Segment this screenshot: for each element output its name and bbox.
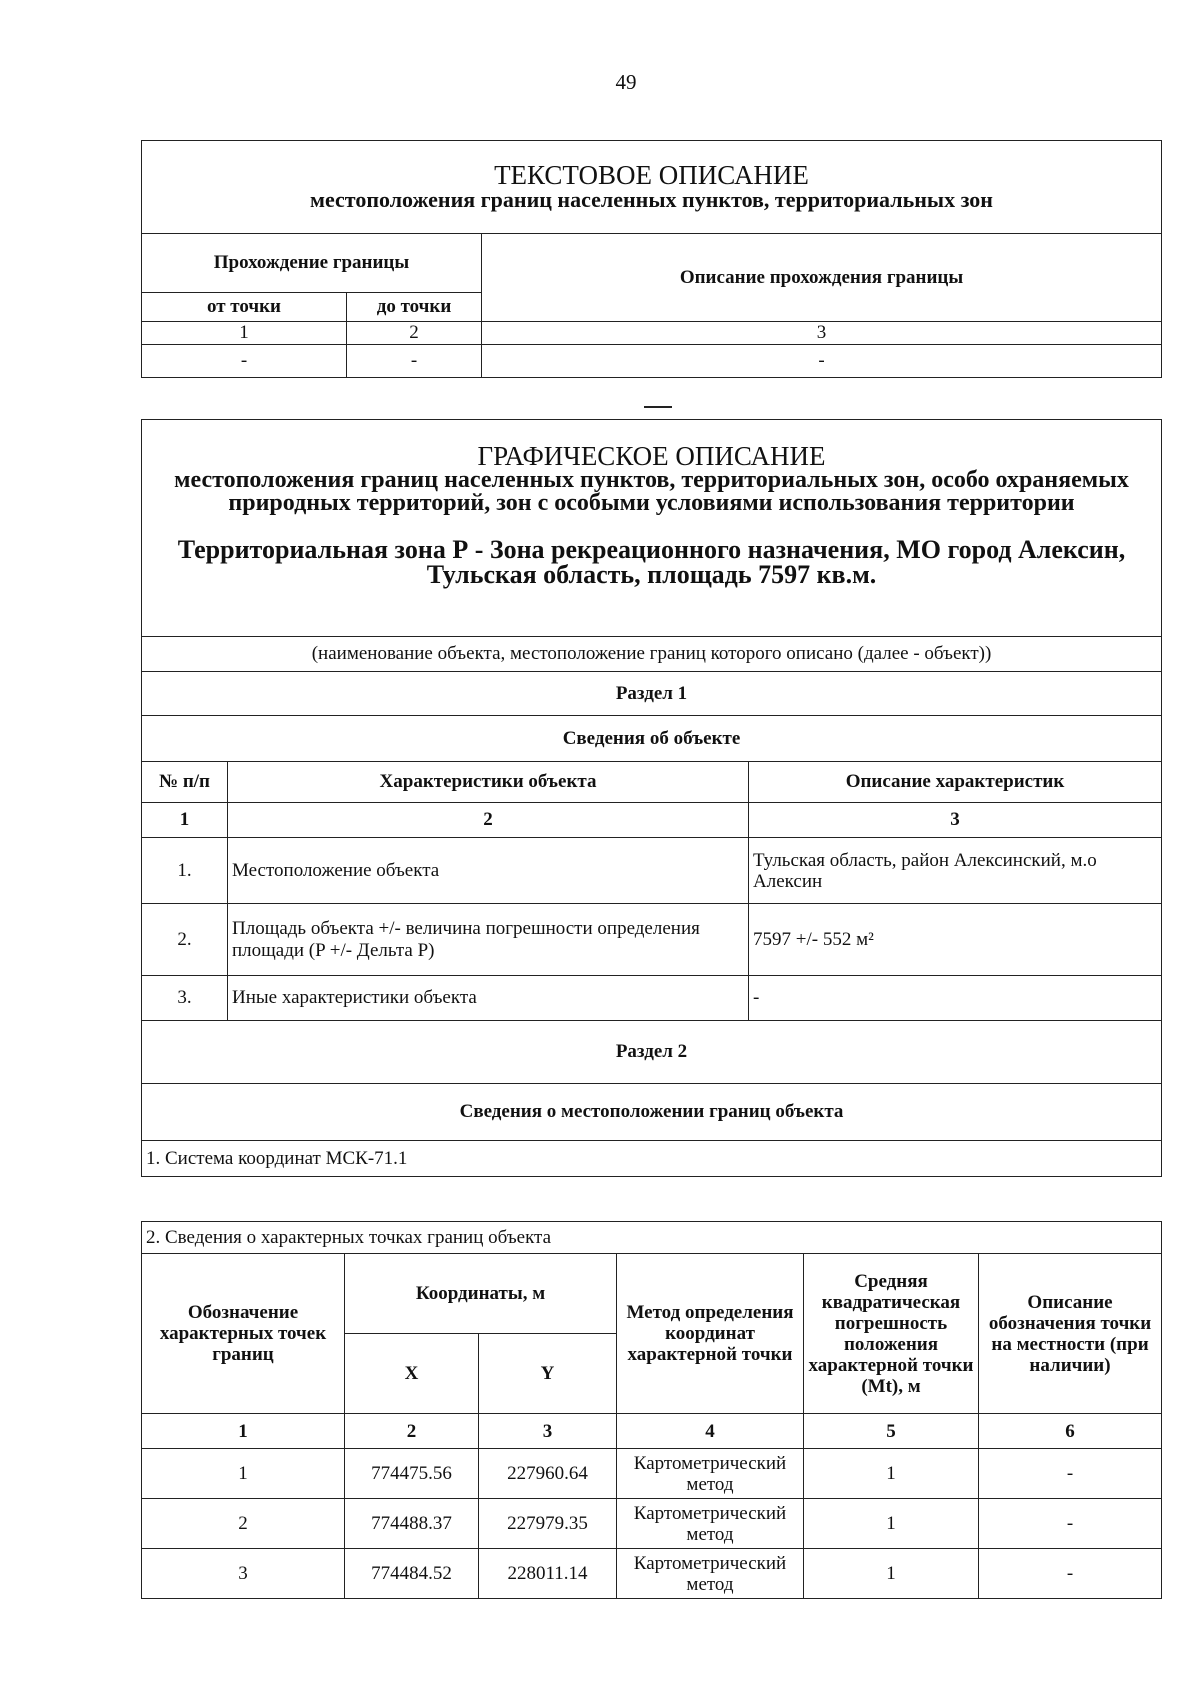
table-row xyxy=(142,1449,1162,1499)
error-column-header: Средняя квадратическая погрешность положения характерной точки (Mt), м xyxy=(804,1254,979,1414)
text-description-table xyxy=(141,140,1162,378)
column-number: 3 xyxy=(749,803,1162,838)
characteristic-value: - xyxy=(749,976,1162,1021)
table-cell: - xyxy=(142,345,347,378)
point-error: 1 xyxy=(804,1549,979,1599)
graphic-description-subtitle: местоположения границ населенных пунктов, территориальных зон, особо охраняемых природных территорий, зон с особыми условиями использования территории xyxy=(174,467,1129,516)
table-row xyxy=(142,838,1162,904)
text-description-title: ТЕКСТОВОЕ ОПИСАНИЕ xyxy=(494,160,809,190)
description-column-header: Описание обозначения точки на местности (при наличии) xyxy=(979,1254,1162,1414)
to-point-header: до точки xyxy=(347,293,482,322)
table-cell: - xyxy=(347,345,482,378)
graphic-description-header xyxy=(142,420,1162,637)
table-row xyxy=(142,904,1162,976)
object-note: (наименование объекта, местоположение границ которого описано (далее - объект)) xyxy=(142,637,1162,672)
point-method: Картометрический метод xyxy=(617,1549,804,1599)
point-error: 1 xyxy=(804,1449,979,1499)
column-number: 2 xyxy=(347,322,482,345)
point-id: 3 xyxy=(142,1549,345,1599)
page-number: 49 xyxy=(615,70,637,94)
y-column-header: Y xyxy=(479,1334,617,1414)
column-number: 6 xyxy=(979,1414,1162,1449)
passage-description-header: Описание прохождения границы xyxy=(482,234,1162,322)
graphic-description-title: ГРАФИЧЕСКОЕ ОПИСАНИЕ xyxy=(477,441,826,471)
column-number: 1 xyxy=(142,803,228,838)
points-caption: 2. Сведения о характерных точках границ объекта xyxy=(142,1222,1162,1254)
column-number: 1 xyxy=(142,322,347,345)
point-id: 1 xyxy=(142,1449,345,1499)
boundary-points-table xyxy=(141,1221,1162,1599)
passage-header: Прохождение границы xyxy=(142,234,482,293)
coordinate-system: 1. Система координат МСК-71.1 xyxy=(142,1141,1162,1177)
point-error: 1 xyxy=(804,1499,979,1549)
point-id: 2 xyxy=(142,1499,345,1549)
point-description: - xyxy=(979,1549,1162,1599)
point-method: Картометрический метод xyxy=(617,1449,804,1499)
table-cell: - xyxy=(482,345,1162,378)
column-number: 3 xyxy=(479,1414,617,1449)
method-column-header: Метод определения координат характерной точки xyxy=(617,1254,804,1414)
section-1-title: Раздел 1 xyxy=(142,672,1162,716)
section-2-subtitle: Сведения о местоположении границ объекта xyxy=(142,1084,1162,1141)
text-description-subtitle: местоположения границ населенных пунктов, территориальных зон xyxy=(310,187,993,212)
graphic-description-table xyxy=(141,419,1162,1177)
table-row xyxy=(142,1549,1162,1599)
separator-dash xyxy=(644,406,672,408)
point-x: 774488.37 xyxy=(345,1499,479,1549)
point-description: - xyxy=(979,1449,1162,1499)
zone-name: Территориальная зона Р - Зона рекреационного назначения, МО город Алексин, Тульская область, площадь 7597 кв.м. xyxy=(177,535,1126,589)
characteristic-value: Тульская область, район Алексинский, м.о Алексин xyxy=(749,838,1162,904)
characteristic-name: Площадь объекта +/- величина погрешности определения площади (P +/- Дельта P) xyxy=(228,904,749,976)
number-column-header: № п/п xyxy=(142,762,228,803)
designation-column-header: Обозначение характерных точек границ xyxy=(142,1254,345,1414)
point-x: 774475.56 xyxy=(345,1449,479,1499)
section-2-title: Раздел 2 xyxy=(142,1021,1162,1084)
coordinates-column-header: Координаты, м xyxy=(345,1254,617,1334)
table-row xyxy=(142,1499,1162,1549)
characteristic-name: Иные характеристики объекта xyxy=(228,976,749,1021)
row-number: 2. xyxy=(142,904,228,976)
column-number: 4 xyxy=(617,1414,804,1449)
section-1-subtitle: Сведения об объекте xyxy=(142,716,1162,762)
characteristic-value: 7597 +/- 552 м² xyxy=(749,904,1162,976)
point-y: 227960.64 xyxy=(479,1449,617,1499)
row-number: 1. xyxy=(142,838,228,904)
point-description: - xyxy=(979,1499,1162,1549)
table-row xyxy=(142,976,1162,1021)
from-point-header: от точки xyxy=(142,293,347,322)
row-number: 3. xyxy=(142,976,228,1021)
column-number: 1 xyxy=(142,1414,345,1449)
point-method: Картометрический метод xyxy=(617,1499,804,1549)
characteristic-name: Местоположение объекта xyxy=(228,838,749,904)
characteristics-description-header: Описание характеристик xyxy=(749,762,1162,803)
text-description-header xyxy=(142,141,1162,234)
column-number: 3 xyxy=(482,322,1162,345)
x-column-header: X xyxy=(345,1334,479,1414)
characteristics-column-header: Характеристики объекта xyxy=(228,762,749,803)
column-number: 2 xyxy=(345,1414,479,1449)
point-y: 228011.14 xyxy=(479,1549,617,1599)
point-y: 227979.35 xyxy=(479,1499,617,1549)
point-x: 774484.52 xyxy=(345,1549,479,1599)
column-number: 2 xyxy=(228,803,749,838)
column-number: 5 xyxy=(804,1414,979,1449)
